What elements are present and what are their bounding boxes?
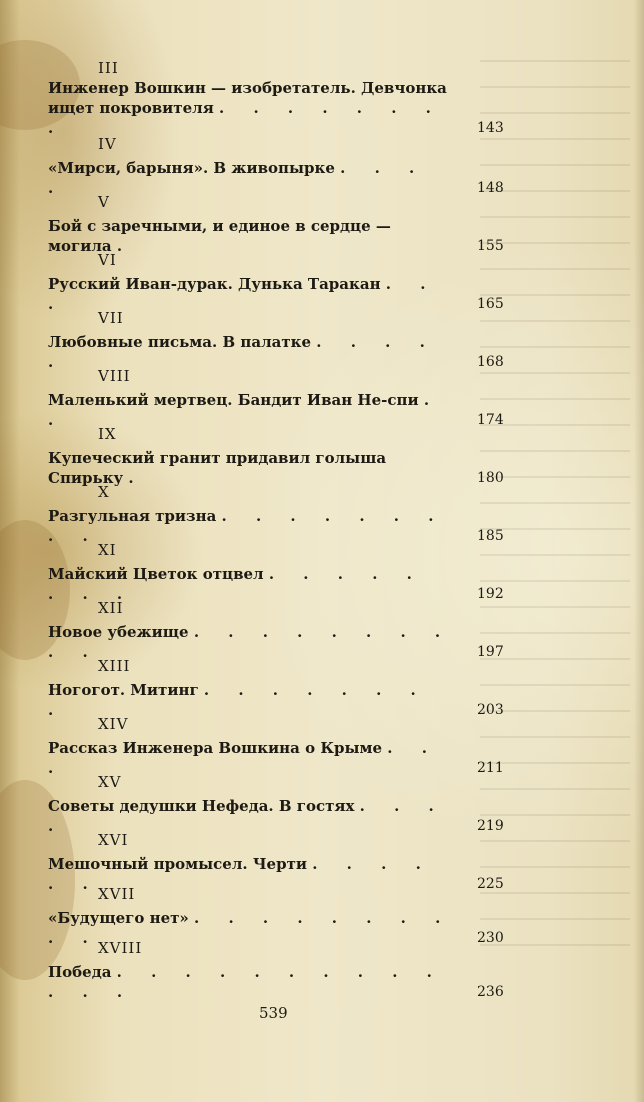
chapter-page-number: 155 bbox=[477, 238, 504, 254]
chapter-title: Советы дедушки Нефеда. В гостях bbox=[48, 797, 355, 815]
chapter-numeral: XVI bbox=[98, 831, 129, 849]
chapter-numeral: III bbox=[98, 59, 119, 77]
toc-chapter bbox=[48, 540, 508, 603]
chapter-numeral: VI bbox=[98, 251, 117, 269]
chapter-title: Hoгогот. Митинг bbox=[48, 681, 199, 699]
chapter-page-number: 185 bbox=[477, 528, 504, 544]
toc-chapter bbox=[48, 598, 508, 661]
chapter-title: Маленький мертвец. Бандит Иван Не-спи bbox=[48, 391, 419, 409]
toc-chapter bbox=[48, 830, 508, 893]
chapter-numeral: X bbox=[98, 483, 110, 501]
chapter-title: Русский Иван-дурак. Дунька Таракан bbox=[48, 275, 381, 293]
toc-chapter bbox=[48, 192, 508, 255]
chapter-numeral: IV bbox=[98, 135, 117, 153]
chapter-title: Мешочный промысел. Черти bbox=[48, 855, 307, 873]
leader-dots: . . . bbox=[48, 739, 439, 777]
toc-chapter bbox=[48, 772, 508, 835]
toc-chapter bbox=[48, 482, 508, 545]
leader-dots: . . . . . . bbox=[48, 855, 433, 893]
chapter-title: «Мирси, барыня». В живопырке bbox=[48, 159, 335, 177]
chapter-title: Победа bbox=[48, 963, 112, 981]
chapter-title: Рассказ Инженера Вошкина о Крыме bbox=[48, 739, 383, 757]
chapter-numeral: XVIII bbox=[98, 939, 143, 957]
chapter-numeral: XIII bbox=[98, 657, 131, 675]
toc-chapter bbox=[48, 366, 508, 429]
chapter-page-number: 165 bbox=[477, 296, 504, 312]
toc-chapter bbox=[48, 884, 508, 947]
chapter-page-number: 203 bbox=[477, 702, 504, 718]
leader-dots: . . . . . . . . . . bbox=[48, 909, 453, 947]
chapter-numeral: XIV bbox=[98, 715, 129, 733]
chapter-title-continued: ищет покровителя bbox=[48, 99, 214, 117]
leader-dots: . . . . . . . . bbox=[48, 99, 443, 137]
leader-dots: . bbox=[116, 237, 135, 255]
toc-chapter bbox=[48, 308, 508, 371]
chapter-numeral: IX bbox=[98, 425, 117, 443]
chapter-numeral: XV bbox=[98, 773, 122, 791]
chapter-title: Купеческий гранит придавил голыша Спирьку bbox=[48, 449, 387, 487]
leader-dots: . . . . . . . . . . . . . bbox=[48, 963, 444, 1001]
leader-dots: . . . . . . . . bbox=[48, 681, 428, 719]
toc-entry bbox=[48, 78, 504, 138]
chapter-numeral: V bbox=[98, 193, 110, 211]
chapter-numeral: XVII bbox=[98, 885, 136, 903]
chapter-title: Разгульная тризна bbox=[48, 507, 217, 525]
chapter-page-number: 225 bbox=[477, 876, 504, 892]
chapter-page-number: 148 bbox=[477, 180, 504, 196]
chapter-numeral: VII bbox=[98, 309, 124, 327]
chapter-page-number: 219 bbox=[477, 818, 504, 834]
chapter-page-number: 211 bbox=[477, 760, 504, 776]
chapter-title: Инженер Вошкин — изобретатель. Девчонка bbox=[48, 79, 447, 97]
toc-entry bbox=[48, 962, 504, 1002]
leader-dots: . . bbox=[48, 391, 442, 429]
toc-chapter bbox=[48, 714, 508, 777]
chapter-page-number: 168 bbox=[477, 354, 504, 370]
leader-dots: . . . . . . . . . bbox=[48, 507, 446, 545]
leader-dots: . . . bbox=[48, 275, 438, 313]
toc-chapter bbox=[48, 250, 508, 313]
chapter-numeral: XI bbox=[98, 541, 117, 559]
chapter-page-number: 192 bbox=[477, 586, 504, 602]
chapter-title: Любовные письма. В палатке bbox=[48, 333, 312, 351]
chapter-page-number: 143 bbox=[477, 120, 504, 136]
leader-dots: . . . . bbox=[48, 159, 427, 197]
chapter-numeral: XII bbox=[98, 599, 124, 617]
chapter-page-number: 236 bbox=[477, 984, 504, 1000]
leader-dots: . . . . bbox=[48, 797, 446, 835]
chapter-title: Новое убежище bbox=[48, 623, 189, 641]
chapter-numeral: VIII bbox=[98, 367, 131, 385]
toc-chapter bbox=[48, 938, 508, 1001]
table-of-contents bbox=[48, 58, 508, 1001]
leader-dots: . . . . . . . . bbox=[48, 565, 424, 603]
leader-dots: . . . . . . . . . . bbox=[48, 623, 453, 661]
toc-chapter bbox=[48, 134, 508, 197]
leader-dots: . bbox=[128, 469, 146, 487]
toc-chapter bbox=[48, 424, 508, 487]
chapter-page-number: 180 bbox=[477, 470, 504, 486]
chapter-page-number: 174 bbox=[477, 412, 504, 428]
page-number: 539 bbox=[259, 1004, 288, 1022]
chapter-title: «Будущего нет» bbox=[48, 909, 189, 927]
toc-chapter bbox=[48, 656, 508, 719]
leader-dots: . . . . . bbox=[48, 333, 437, 371]
toc-chapter bbox=[48, 58, 508, 137]
chapter-title: Бой с заречными, и единое в сердце — могила bbox=[48, 217, 391, 255]
chapter-title: Майский Цветок отцвел bbox=[48, 565, 264, 583]
chapter-page-number: 197 bbox=[477, 644, 504, 660]
chapter-page-number: 230 bbox=[477, 930, 504, 946]
